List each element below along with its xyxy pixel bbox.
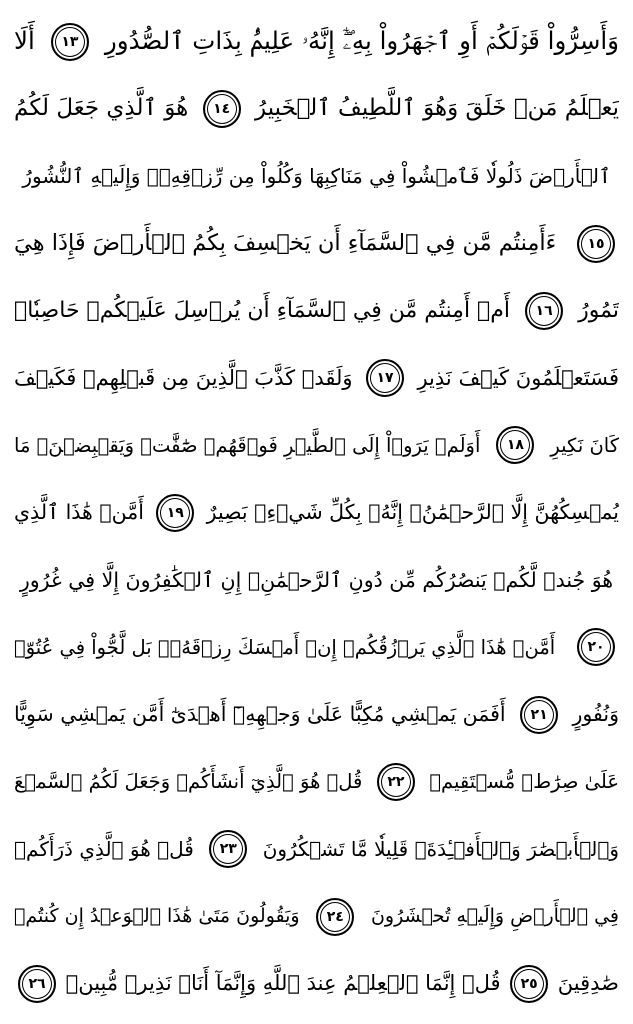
verse-line: [14, 143, 619, 210]
verse-line: [14, 412, 619, 479]
ayah-number-marker: ٢٤: [316, 898, 354, 936]
verse-line: [14, 75, 619, 142]
ayah-number-marker: ١٩: [156, 494, 194, 532]
ayah-number-marker: ٢١: [520, 696, 558, 734]
verse-text: هُوَ ٱلَّذِي جَعَلَ لَكُمُ: [14, 95, 189, 122]
verse-line: [14, 748, 619, 815]
verse-text: أَمَّنۡ هَٰذَا ٱلَّذِي: [14, 500, 144, 525]
ayah-number-marker: ١٧: [366, 359, 404, 397]
verse-text: يَعۡلَمُ مَنۡ خَلَقَ وَهُوَ ٱللَّطِيفُ ٱلۡخَبِيرُ: [255, 95, 619, 122]
verse-text: ٱلۡأَرۡضَ ذَلُولٗا فَٱمۡشُواْ فِي مَنَاكِبِهَا وَكُلُواْ مِن رِّزۡقِهِۦۖ وَإِلَيۡهِ ٱلنُّشُورُ: [22, 164, 611, 189]
verse-text: قُلۡ إِنَّمَا ٱلۡعِلۡمُ عِندَ ٱللَّهِ وَإِنَّمَآ أَنَا۠ نَذِيرٞ مُّبِينٞ: [65, 971, 501, 996]
verse-line: [14, 681, 619, 748]
verse-text: أَلَا: [14, 26, 35, 56]
verse-text: صَٰدِقِينَ: [557, 971, 619, 996]
ayah-number-marker: ٢٥: [510, 965, 548, 1003]
verse-text: يُمۡسِكُهُنَّ إِلَّا ٱلرَّحۡمَٰنُۚ إِنَّهُۥ بِكُلِّ شَيۡءِۢ بَصِيرٌ: [206, 500, 619, 525]
ayah-number-marker: ١٤: [203, 90, 241, 128]
verse-text: هُوَ جُندٞ لَّكُمۡ يَنصُرُكُم مِّن دُونِ ٱلرَّحۡمَٰنِۚ إِنِ ٱلۡكَٰفِرُونَ إِلَّا فِي غُرُورٍ: [19, 567, 614, 592]
verse-lines: [14, 8, 619, 1018]
verse-text: أَفَمَن يَمۡشِي مُكِبًّا عَلَىٰ وَجۡهِهِۦٓ أَهۡدَىٰٓ أَمَّن يَمۡشِي سَوِيًّا: [14, 702, 506, 727]
verse-text: وَيَقُولُونَ مَتَىٰ هَٰذَا ٱلۡوَعۡدُ إِن كُنتُمۡ: [14, 905, 300, 927]
verse-line: [14, 950, 619, 1017]
verse-text: عَلَىٰ صِرَٰطٖ مُّسۡتَقِيمٖ: [429, 770, 619, 794]
ayah-number-marker: ١٦: [525, 292, 563, 330]
ayah-number-marker: ١٥: [577, 225, 615, 263]
verse-text: أَمَّنۡ هَٰذَا ٱلَّذِي يَرۡزُقُكُمۡ إِنۡ أَمۡسَكَ رِزۡقَهُۥۚ بَل لَّجُّواْ فِي عُتُوّٖ: [14, 635, 556, 659]
verse-text: قُلۡ هُوَ ٱلَّذِيٓ أَنشَأَكُمۡ وَجَعَلَ لَكُمُ ٱلسَّمۡعَ: [14, 770, 363, 794]
verse-text: ءَأَمِنتُم مَّن فِي ٱلسَّمَآءِ أَن يَخۡسِفَ بِكُمُ ٱلۡأَرۡضَ فَإِذَا هِيَ: [14, 230, 557, 257]
verse-line: [14, 277, 619, 344]
verse-text: وَلَقَدۡ كَذَّبَ ٱلَّذِينَ مِن قَبۡلِهِمۡ فَكَيۡفَ: [14, 365, 353, 390]
ayah-number-marker: ٢٢: [377, 763, 415, 801]
ayah-number-marker: ١٣: [51, 23, 89, 61]
verse-line: [14, 479, 619, 546]
ayah-number-marker: ٢٦: [18, 965, 56, 1003]
verse-text: وَأَسِرُّواْ قَوۡلَكُمۡ أَوِ ٱجۡهَرُواْ بِهِۦٓۖ إِنَّهُۥ عَلِيمُۢ بِذَاتِ ٱلصُّدُورِ: [104, 26, 619, 56]
verse-line: [14, 816, 619, 883]
verse-line: [14, 614, 619, 681]
ayah-number-marker: ٢٣: [209, 830, 247, 868]
verse-text: قُلۡ هُوَ ٱلَّذِي ذَرَأَكُمۡ: [14, 837, 194, 862]
verse-text: أَوَلَمۡ يَرَوۡاْ إِلَى ٱلطَّيۡرِ فَوۡقَهُمۡ صَٰٓفَّٰتٖ وَيَقۡبِضۡنَۚ مَا: [14, 433, 481, 457]
ayah-number-marker: ١٨: [496, 426, 534, 464]
verse-text: كَانَ نَكِيرِ: [550, 433, 619, 457]
verse-line: [14, 210, 619, 277]
verse-line: [14, 546, 619, 613]
ayah-number-marker: ٢٠: [577, 628, 615, 666]
verse-line: [14, 8, 619, 75]
verse-text: وَنُفُورٍ: [572, 702, 619, 727]
verse-text: وَٱلۡأَبۡصَٰرَ وَٱلۡأَفۡـِٔدَةَۚ قَلِيلٗا مَّا تَشۡكُرُونَ: [262, 837, 619, 862]
verse-line: [14, 344, 619, 411]
verse-text: فَسَتَعۡلَمُونَ كَيۡفَ نَذِيرِ: [417, 365, 619, 390]
verse-line: [14, 883, 619, 950]
verse-text: تَمُورُ: [578, 297, 619, 323]
verse-text: أَمۡ أَمِنتُم مَّن فِي ٱلسَّمَآءِ أَن يُرۡسِلَ عَلَيۡكُمۡ حَاصِبٗاۖ: [14, 297, 510, 323]
verse-text: فِي ٱلۡأَرۡضِ وَإِلَيۡهِ تُحۡشَرُونَ: [370, 905, 619, 927]
